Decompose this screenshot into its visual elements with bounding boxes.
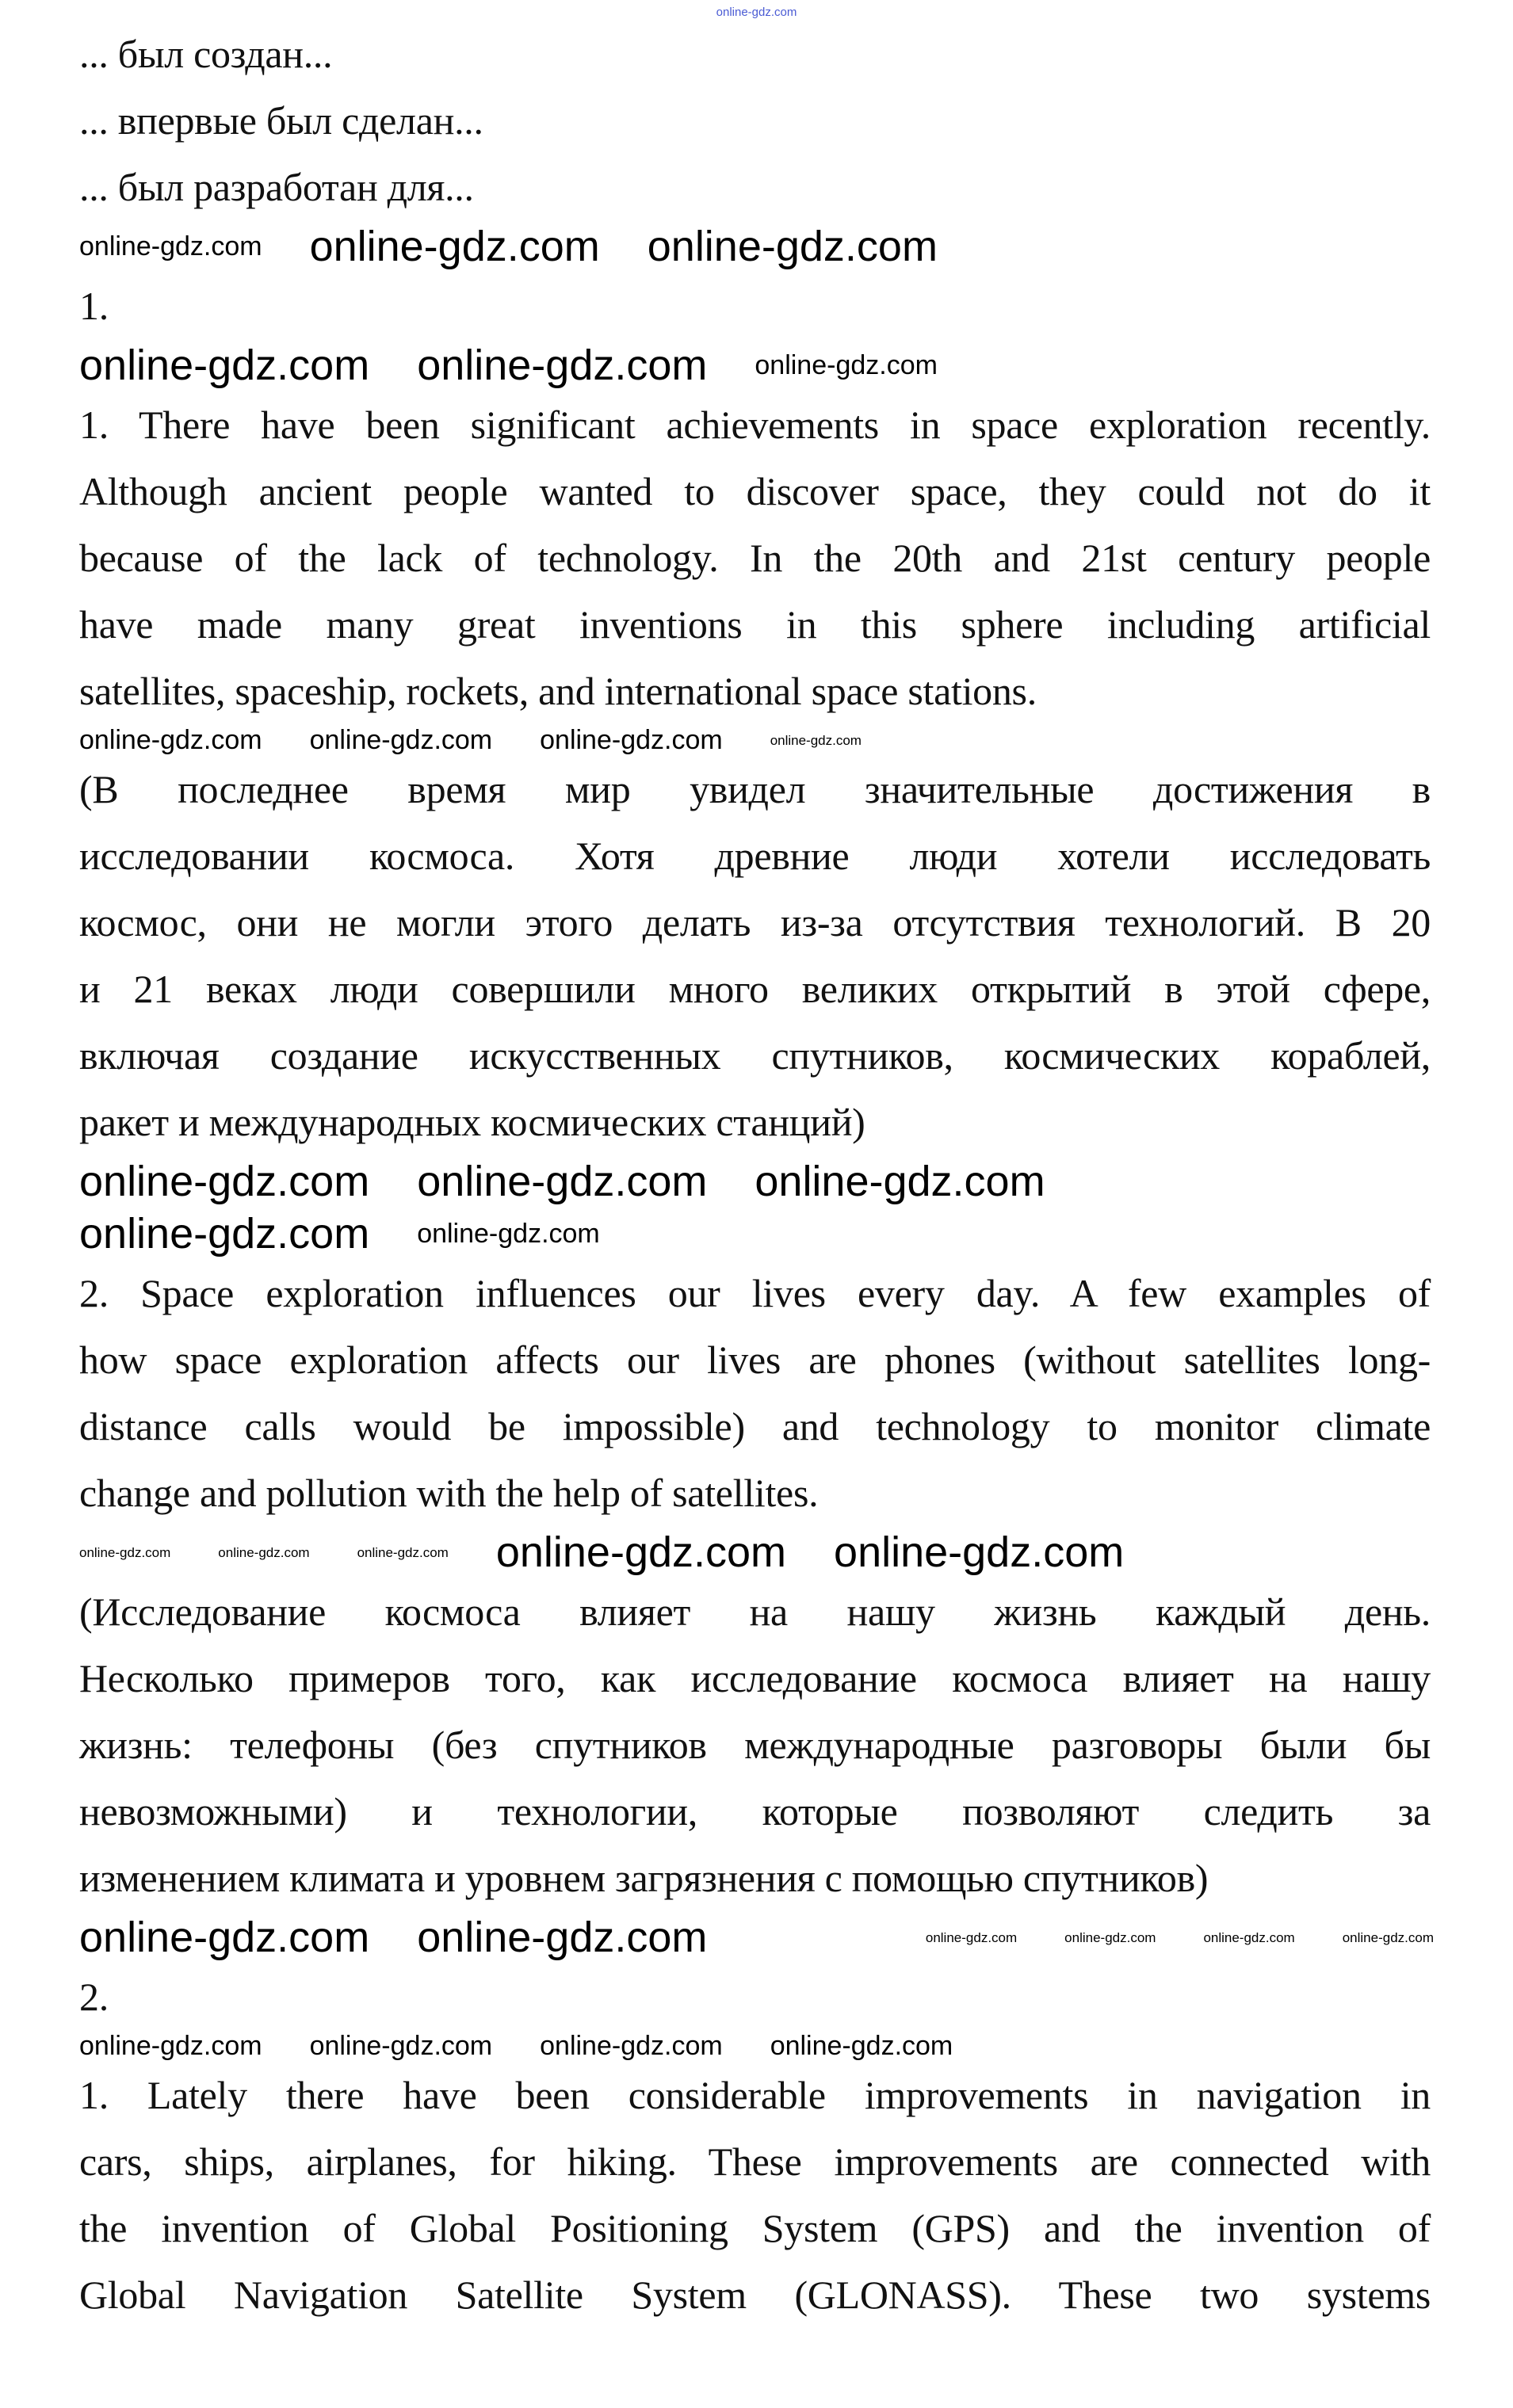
watermark: online-gdz.com bbox=[770, 732, 862, 748]
text-line: невозможными) и технологии, которые позволяют следить за bbox=[79, 1789, 1431, 1834]
watermark-row bbox=[0, 724, 1434, 756]
watermark: online-gdz.com bbox=[309, 2031, 493, 2061]
section-1-paragraph-2-translation bbox=[79, 1578, 1431, 1911]
text-line: включая создание искусственных спутников, космических кораблей, bbox=[79, 1033, 1431, 1078]
section-1-paragraph-1-translation bbox=[79, 756, 1431, 1155]
text-line: 1. There have been significant achievements in space exploration recently. bbox=[79, 403, 1431, 447]
watermark: online-gdz.com bbox=[218, 1544, 310, 1560]
section-2-paragraph-1 bbox=[79, 2062, 1431, 2328]
text-line: Although ancient people wanted to discover space, they could not do it bbox=[79, 469, 1431, 513]
text-line: космос, они не могли этого делать из-за отсутствия технологий. В 20 bbox=[79, 900, 1431, 945]
intro-line: ... был разработан для... bbox=[79, 165, 474, 209]
text-line: 2. Space exploration influences our lives every day. A few examples of bbox=[79, 1271, 1431, 1315]
watermark: online-gdz.com bbox=[417, 342, 708, 389]
watermark-row bbox=[0, 1911, 1434, 1963]
text-line: исследовании космоса. Хотя древние люди хотели исследовать bbox=[79, 834, 1431, 878]
section-1-paragraph-1 bbox=[79, 391, 1431, 724]
intro-line: ... впервые был сделан... bbox=[79, 98, 483, 143]
text-line: Global Navigation Satellite System (GLONASS). These two systems bbox=[79, 2273, 1431, 2317]
watermark: online-gdz.com bbox=[79, 1544, 171, 1560]
watermark-row bbox=[0, 1208, 1434, 1260]
watermark: online-gdz.com bbox=[770, 2031, 953, 2061]
section-2-number-block bbox=[79, 1963, 1431, 2030]
watermark: online-gdz.com bbox=[309, 725, 493, 755]
text-line: the invention of Global Positioning System (GPS) and the invention of bbox=[79, 2206, 1431, 2250]
watermark: online-gdz.com bbox=[309, 223, 600, 270]
watermark: online-gdz.com bbox=[357, 1544, 449, 1560]
section-2-number: 2. bbox=[79, 1975, 109, 2019]
watermark: online-gdz.com bbox=[79, 1158, 370, 1205]
text-line: change and pollution with the help of satellites. bbox=[79, 1471, 819, 1515]
watermark: online-gdz.com bbox=[540, 2031, 723, 2061]
text-line: (Исследование космоса влияет на нашу жизнь каждый день. bbox=[79, 1589, 1431, 1634]
text-line: because of the lack of technology. In the 20th and 21st century people bbox=[79, 536, 1431, 580]
watermark-row bbox=[0, 3, 1513, 21]
watermark: online-gdz.com bbox=[417, 1219, 600, 1249]
intro-line: ... был создан... bbox=[79, 32, 333, 76]
watermark: online-gdz.com bbox=[79, 1914, 370, 1961]
text-line: и 21 веках люди совершили много великих открытий в этой сфере, bbox=[79, 967, 1431, 1011]
text-line: how space exploration affects our lives are phones (without satellites long- bbox=[79, 1338, 1431, 1382]
watermark-row bbox=[0, 2030, 1434, 2062]
watermark-row bbox=[0, 220, 1434, 273]
watermark-row bbox=[0, 1155, 1434, 1208]
watermark: online-gdz.com bbox=[647, 223, 938, 270]
section-1-paragraph-2 bbox=[79, 1260, 1431, 1526]
watermark-row bbox=[0, 339, 1434, 391]
watermark: online-gdz.com bbox=[755, 350, 938, 380]
watermark: online-gdz.com bbox=[716, 5, 797, 19]
watermark: online-gdz.com bbox=[1064, 1929, 1156, 1945]
text-line: (В последнее время мир увидел значительные достижения в bbox=[79, 767, 1431, 811]
text-line: изменением климата и уровнем загрязнения с помощью спутников) bbox=[79, 1856, 1209, 1900]
intro-lines bbox=[79, 21, 1431, 220]
text-line: satellites, spaceship, rockets, and international space stations. bbox=[79, 669, 1037, 713]
watermark: online-gdz.com bbox=[755, 1158, 1045, 1205]
watermark: online-gdz.com bbox=[79, 1210, 370, 1257]
text-line: distance calls would be impossible) and technology to monitor climate bbox=[79, 1404, 1431, 1448]
text-line: Несколько примеров того, как исследование космоса влияет на нашу bbox=[79, 1656, 1431, 1700]
text-line: 1. Lately there have been considerable improvements in navigation in bbox=[79, 2073, 1431, 2117]
watermark: online-gdz.com bbox=[540, 725, 723, 755]
watermark: online-gdz.com bbox=[79, 2031, 262, 2061]
section-1-number: 1. bbox=[79, 284, 109, 328]
watermark: online-gdz.com bbox=[79, 725, 262, 755]
watermark: online-gdz.com bbox=[1342, 1929, 1434, 1945]
section-1-number-block bbox=[79, 273, 1431, 339]
watermark: online-gdz.com bbox=[834, 1528, 1125, 1576]
watermark: online-gdz.com bbox=[925, 1929, 1018, 1945]
watermark: online-gdz.com bbox=[1203, 1929, 1295, 1945]
text-line: cars, ships, airplanes, for hiking. These improvements are connected with bbox=[79, 2139, 1431, 2184]
text-line: жизнь: телефоны (без спутников международные разговоры были бы bbox=[79, 1723, 1431, 1767]
watermark: online-gdz.com bbox=[495, 1528, 787, 1576]
watermark: online-gdz.com bbox=[79, 342, 370, 389]
watermark: online-gdz.com bbox=[79, 231, 262, 261]
watermark: online-gdz.com bbox=[417, 1914, 708, 1961]
text-line: ракет и международных космических станций) bbox=[79, 1100, 865, 1144]
watermark-row bbox=[0, 1526, 1434, 1578]
watermark: online-gdz.com bbox=[417, 1158, 708, 1205]
text-line: have made many great inventions in this sphere including artificial bbox=[79, 602, 1431, 647]
